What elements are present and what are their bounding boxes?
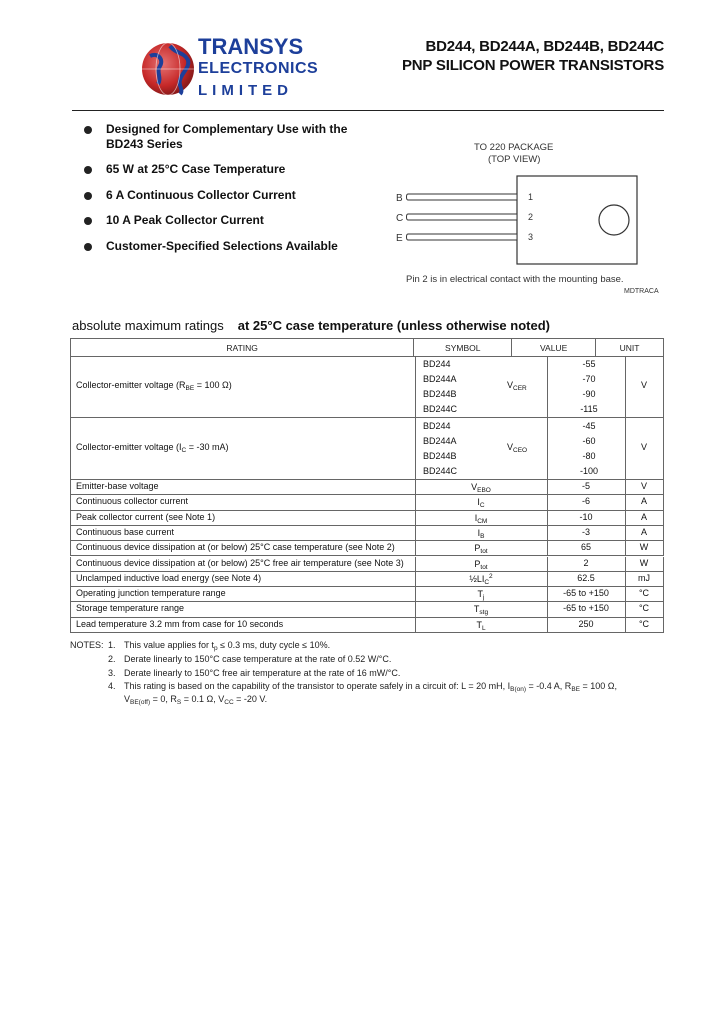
pin-number: 1 bbox=[528, 192, 534, 202]
pin-letter: E bbox=[396, 233, 403, 244]
value-cell: -70 bbox=[582, 374, 596, 384]
symbol-text: ½LI bbox=[469, 573, 485, 584]
unit-cell: V bbox=[640, 380, 647, 390]
unit-cell: V bbox=[640, 442, 647, 452]
note-sub: BE(off) bbox=[130, 699, 151, 706]
symbol-cell bbox=[415, 496, 547, 509]
logo-line-2: ELECTRONICS bbox=[198, 60, 319, 77]
vcer-parts bbox=[423, 357, 457, 417]
note-2: Derate linearly to 150°C case temperature at the rate of 0.52 W/°C. bbox=[124, 654, 392, 664]
vcer-values bbox=[547, 357, 631, 417]
note-4-number: 4. bbox=[108, 681, 116, 691]
vcer-rating-sub: BE bbox=[185, 385, 195, 392]
vceo-symbol bbox=[507, 442, 527, 454]
unit-cell: W bbox=[639, 557, 649, 568]
pin-b-lead bbox=[407, 194, 518, 200]
symbol-sub: EBO bbox=[477, 487, 491, 494]
note-sub: BE bbox=[571, 686, 580, 693]
package-code: MDTRACA bbox=[624, 288, 659, 295]
table-row bbox=[70, 602, 664, 617]
rating-cell: Storage temperature range bbox=[76, 603, 185, 614]
unit-cell: W bbox=[639, 542, 649, 553]
rating-cell: Continuous base current bbox=[76, 526, 175, 537]
pin-number: 3 bbox=[528, 232, 534, 242]
package-title: TO 220 PACKAGE bbox=[474, 142, 554, 153]
value-cell: 250 bbox=[578, 618, 594, 629]
header-divider bbox=[72, 110, 664, 111]
symbol-cell bbox=[415, 603, 547, 616]
part-number: BD244 bbox=[423, 359, 451, 369]
note-text: = -20 V. bbox=[233, 694, 268, 704]
symbol-sub: L bbox=[481, 624, 486, 632]
table-row bbox=[70, 526, 664, 541]
symbol-text: V bbox=[507, 380, 514, 390]
feature-text: BD243 Series bbox=[106, 137, 183, 151]
note-1-number: 1. bbox=[108, 640, 116, 650]
globe-icon bbox=[140, 34, 196, 104]
vceo-rating-text: Collector-emitter voltage (I bbox=[76, 442, 182, 452]
vceo-rating bbox=[76, 442, 229, 454]
value-cell: -6 bbox=[581, 496, 590, 507]
rating-cell: Continuous device dissipation at (or below) 25°C free air temperature (see Note 3) bbox=[76, 557, 404, 568]
symbol-text: T bbox=[473, 604, 480, 615]
symbol-text: P bbox=[474, 558, 481, 569]
symbol-sub: C bbox=[479, 502, 485, 510]
pin-e-lead bbox=[407, 234, 518, 240]
symbol-cell bbox=[415, 588, 547, 601]
rating-cell: Emitter-base voltage bbox=[76, 481, 159, 491]
vceo-parts bbox=[423, 419, 457, 479]
part-number: BD244B bbox=[423, 389, 457, 399]
symbol-text: V bbox=[471, 482, 478, 492]
symbol-text: I bbox=[474, 512, 478, 523]
notes-label: NOTES: bbox=[70, 640, 104, 650]
bullet-icon bbox=[84, 192, 92, 200]
pin-c-lead bbox=[407, 214, 518, 220]
note-text: = 100 Ω, bbox=[579, 681, 617, 691]
pin-letter: B bbox=[396, 193, 403, 204]
symbol-sub: C bbox=[484, 578, 490, 586]
symbol-cell bbox=[415, 558, 547, 571]
value-cell: -115 bbox=[580, 404, 598, 414]
unit-cell: °C bbox=[638, 603, 650, 614]
note-text: This rating is based on the capability of the transistor to operate safely in a circuit of: L = 20 mH, I bbox=[124, 681, 511, 691]
part-number: BD244A bbox=[423, 374, 457, 384]
part-numbers: BD244, BD244A, BD244B, BD244C bbox=[425, 38, 664, 55]
value-cell: -80 bbox=[582, 451, 596, 461]
symbol-sup: 2 bbox=[489, 572, 493, 580]
symbol-sub: j bbox=[483, 594, 485, 602]
value-cell: -55 bbox=[582, 359, 596, 369]
bullet-icon bbox=[84, 243, 92, 251]
symbol-sub: CER bbox=[513, 385, 527, 392]
vceo-rating-sub: C bbox=[181, 447, 187, 454]
part-number: BD244B bbox=[423, 451, 457, 461]
absolute-maximum-ratings-table bbox=[70, 338, 664, 357]
bullet-icon bbox=[84, 126, 92, 134]
note-text: ≤ 0.3 ms, duty cycle ≤ 10%. bbox=[217, 640, 331, 650]
note-text: This value applies for t bbox=[124, 640, 215, 650]
note-text: = -0.4 A, R bbox=[526, 681, 572, 691]
note-sub: CC bbox=[224, 699, 234, 706]
unit-cell: V bbox=[640, 481, 647, 491]
header-value: VALUE bbox=[512, 339, 596, 357]
unit-cell: A bbox=[640, 496, 647, 507]
feature-text: 10 A Peak Collector Current bbox=[106, 213, 264, 227]
unit-cell: °C bbox=[638, 618, 650, 629]
pin-letter: C bbox=[396, 213, 404, 224]
vcer-rating bbox=[76, 380, 232, 392]
symbol-text: I bbox=[477, 497, 480, 508]
note-4-line-1 bbox=[124, 681, 617, 693]
to220-package-diagram bbox=[392, 170, 642, 270]
symbol-text: I bbox=[477, 527, 481, 538]
value-cell: -10 bbox=[579, 511, 593, 522]
symbol-sub: tot bbox=[480, 563, 488, 571]
value-cell: -90 bbox=[582, 389, 596, 399]
vcer-group bbox=[70, 356, 664, 418]
symbol-text: V bbox=[507, 442, 514, 452]
symbol-cell bbox=[415, 619, 547, 632]
bullet-icon bbox=[84, 217, 92, 225]
value-cell: 62.5 bbox=[577, 572, 595, 583]
note-1 bbox=[124, 640, 330, 652]
symbol-sub: CM bbox=[477, 517, 488, 525]
mounting-hole bbox=[599, 205, 629, 235]
feature-text: Customer-Specified Selections Available bbox=[106, 239, 338, 253]
section-heading bbox=[72, 318, 550, 333]
vcer-symbol bbox=[507, 380, 527, 392]
value-cell: -100 bbox=[579, 466, 598, 476]
table-header-row bbox=[71, 339, 664, 357]
symbol-sub: stg bbox=[479, 609, 489, 617]
part-number: BD244 bbox=[423, 421, 451, 431]
note-3: Derate linearly to 150°C free air temperature at the rate of 16 mW/°C. bbox=[124, 668, 401, 678]
symbol-cell bbox=[415, 481, 547, 494]
document-title: PNP SILICON POWER TRANSISTORS bbox=[401, 57, 664, 74]
value-cell: -60 bbox=[582, 436, 596, 446]
pin-number: 2 bbox=[528, 212, 534, 222]
feature-text: 6 A Continuous Collector Current bbox=[106, 188, 296, 202]
logo-line-1: TRANSYS bbox=[198, 34, 304, 59]
note-sub: p bbox=[214, 645, 218, 652]
symbol-sub: tot bbox=[480, 548, 488, 556]
header-rating: RATING bbox=[71, 339, 414, 357]
note-text: = 0, R bbox=[150, 694, 177, 704]
vceo-values bbox=[547, 419, 631, 479]
value-cell: 2 bbox=[583, 557, 589, 568]
package-view: (TOP VIEW) bbox=[488, 154, 541, 165]
table-row bbox=[70, 511, 664, 526]
logo-line-3: LIMITED bbox=[198, 82, 293, 99]
note-text: V bbox=[124, 694, 131, 704]
note-2-number: 2. bbox=[108, 654, 116, 664]
vceo-group bbox=[70, 418, 664, 480]
rating-cell: Continuous collector current bbox=[76, 496, 189, 507]
part-number: BD244A bbox=[423, 436, 457, 446]
section-subtitle: at 25°C case temperature (unless otherwise noted) bbox=[237, 318, 550, 333]
table-row bbox=[70, 572, 664, 587]
table-row bbox=[70, 618, 664, 633]
rating-cell: Lead temperature 3.2 mm from case for 10 seconds bbox=[76, 618, 284, 629]
symbol-sub: B bbox=[480, 532, 485, 540]
rating-cell: Operating junction temperature range bbox=[76, 588, 226, 599]
value-cell: -45 bbox=[582, 421, 596, 431]
vcer-rating-text: Collector-emitter voltage (R bbox=[76, 380, 186, 390]
value-cell: 65 bbox=[580, 542, 591, 553]
part-number: BD244C bbox=[423, 466, 458, 476]
table-row bbox=[70, 557, 664, 572]
unit-cell: °C bbox=[638, 588, 650, 599]
section-title: absolute maximum ratings bbox=[72, 318, 224, 333]
note-sub: B(on) bbox=[510, 686, 527, 693]
part-number: BD244C bbox=[423, 404, 458, 414]
note-sub: S bbox=[176, 699, 182, 706]
symbol-text: P bbox=[474, 543, 481, 554]
symbol-cell bbox=[415, 527, 547, 540]
note-4-line-2 bbox=[124, 694, 267, 706]
note-text: = 0.1 Ω, V bbox=[181, 694, 225, 704]
value-cell: -5 bbox=[581, 481, 590, 491]
table-row bbox=[70, 495, 664, 510]
table-row bbox=[70, 480, 664, 495]
package-note: Pin 2 is in electrical contact with the mounting base. bbox=[406, 274, 624, 285]
symbol-text: T bbox=[477, 589, 484, 600]
company-logo bbox=[140, 34, 320, 106]
symbol-text: T bbox=[476, 619, 482, 630]
value-cell: -65 to +150 bbox=[563, 603, 609, 614]
rating-cell: Continuous device dissipation at (or below) 25°C case temperature (see Note 2) bbox=[76, 542, 395, 553]
header-unit: UNIT bbox=[596, 339, 664, 357]
vcer-rating-tail: = 100 Ω) bbox=[194, 380, 232, 390]
unit-cell: A bbox=[640, 526, 647, 537]
bullet-icon bbox=[84, 166, 92, 174]
table-row bbox=[70, 587, 664, 602]
value-cell: -65 to +150 bbox=[563, 588, 609, 599]
table-row bbox=[70, 541, 664, 556]
header-symbol: SYMBOL bbox=[414, 339, 512, 357]
rating-cell: Unclamped inductive load energy (see Note 4) bbox=[76, 572, 262, 583]
symbol-cell bbox=[415, 542, 547, 555]
feature-text: 65 W at 25°C Case Temperature bbox=[106, 162, 286, 176]
symbol-cell bbox=[415, 573, 547, 586]
rating-cell: Peak collector current (see Note 1) bbox=[76, 511, 216, 522]
value-cell: -3 bbox=[581, 526, 590, 537]
vceo-rating-tail: = -30 mA) bbox=[186, 442, 229, 452]
unit-cell: A bbox=[640, 511, 647, 522]
symbol-sub: CEO bbox=[513, 447, 528, 454]
feature-text: Designed for Complementary Use with the bbox=[106, 122, 348, 136]
note-3-number: 3. bbox=[108, 668, 116, 678]
unit-cell: mJ bbox=[638, 572, 650, 583]
symbol-cell bbox=[415, 512, 547, 525]
